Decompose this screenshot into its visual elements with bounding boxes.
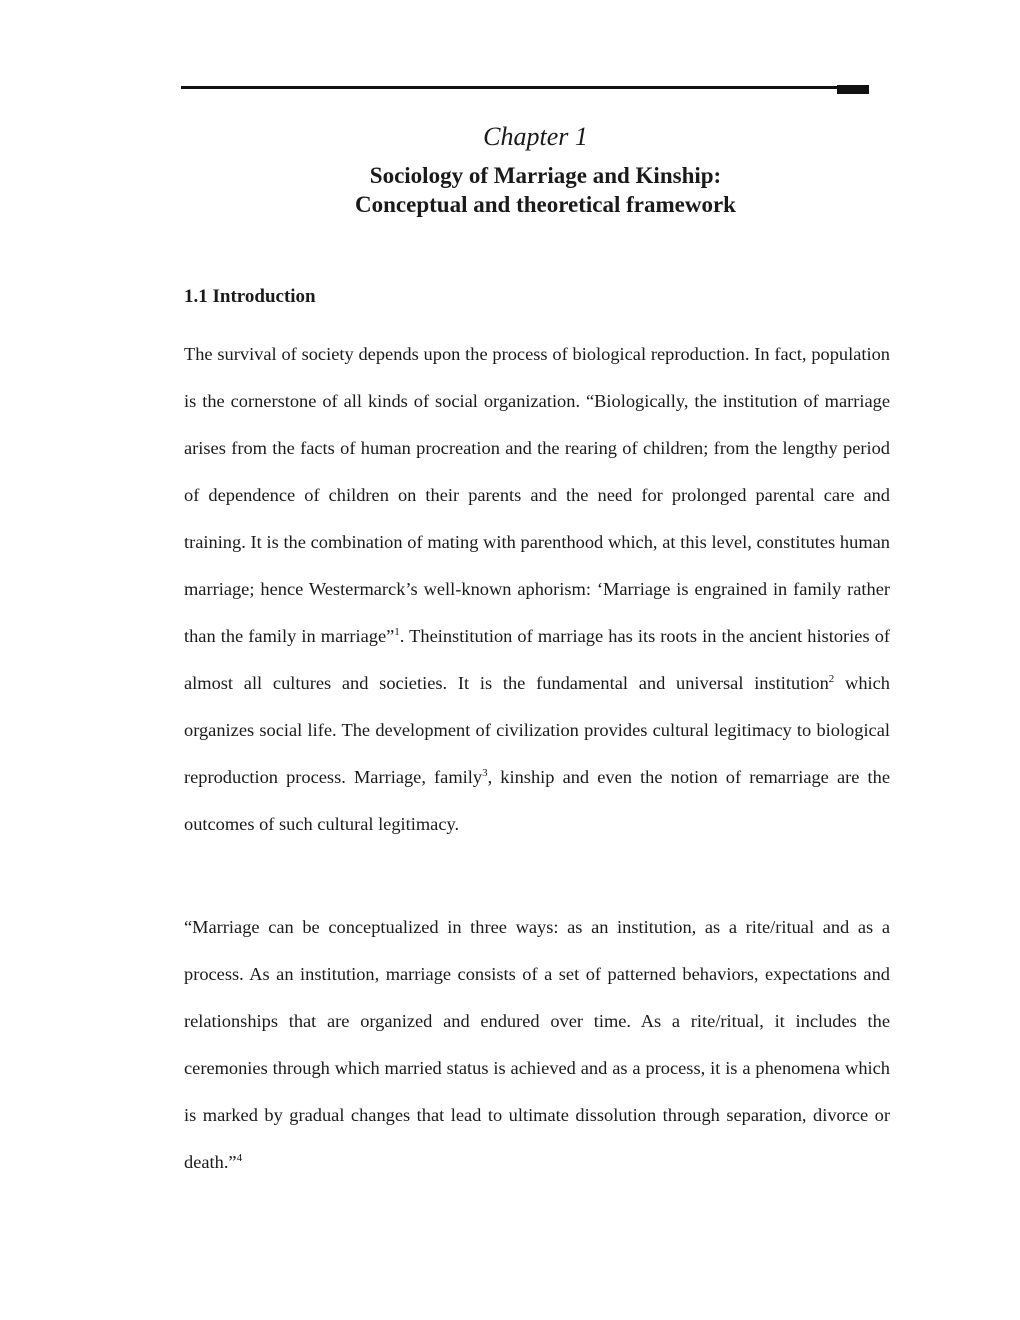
footnote-ref-4[interactable]: 4 <box>236 1151 243 1164</box>
body-paragraph-2 <box>184 904 890 1186</box>
paragraph-1-text-b: . Theinstitution of marriage has its roots in the ancient histories of almost all cultures and societies. It is the fundamental and universal institution <box>184 626 891 693</box>
body-paragraph-1 <box>184 331 890 848</box>
chapter-title-line-1: Sociology of Marriage and Kinship: <box>369 163 722 188</box>
paragraph-2-text-a: “Marriage can be conceptualized in three ways: as an institution, as a rite/ritual and as a process. As an institution, marriage consists of a set of patterned behaviors, expectations and relationships that are organized and endured over time. As a rite/ritual, it includes the ceremonies through which married status is achieved and as a process, it is a phenomena which is marked by gradual changes that lead to ultimate dissolution through separation, divorce or death.” <box>184 917 890 1172</box>
chapter-title-line-2: Conceptual and theoretical framework <box>355 192 736 217</box>
footnote-ref-3[interactable]: 3 <box>482 766 488 779</box>
header-rule <box>181 86 839 89</box>
chapter-label: Chapter 1 <box>483 122 588 151</box>
paragraph-1-text-c: which organizes social life. The development of civilization provides cultural legitimacy to biological reproduction process. Marriage, family <box>184 673 890 787</box>
header-rule-tab <box>837 85 869 94</box>
paragraph-1-text-a: The survival of society depends upon the process of biological reproduction. In fact, population is the cornerstone of all kinds of social organization. “Biologically, the institution of marriage arises from the facts of human procreation and the rearing of children; from the lengthy period of dependence of children on their parents and the need for prolonged parental care and training. It is the combination of mating with parenthood which, at this level, constitutes human marriage; hence Westermarck’s well-known aphorism: ‘Marriage is engrained in family rather than the family in marriage” <box>184 344 890 646</box>
paragraph-1-text-d: , kinship and even the notion of remarriage are the outcomes of such cultural legitimacy. <box>184 767 890 834</box>
section-heading: 1.1 Introduction <box>184 286 316 307</box>
footnote-ref-2[interactable]: 2 <box>828 672 835 685</box>
chapter-title <box>0 161 1020 219</box>
footnote-ref-1[interactable]: 1 <box>394 625 400 638</box>
